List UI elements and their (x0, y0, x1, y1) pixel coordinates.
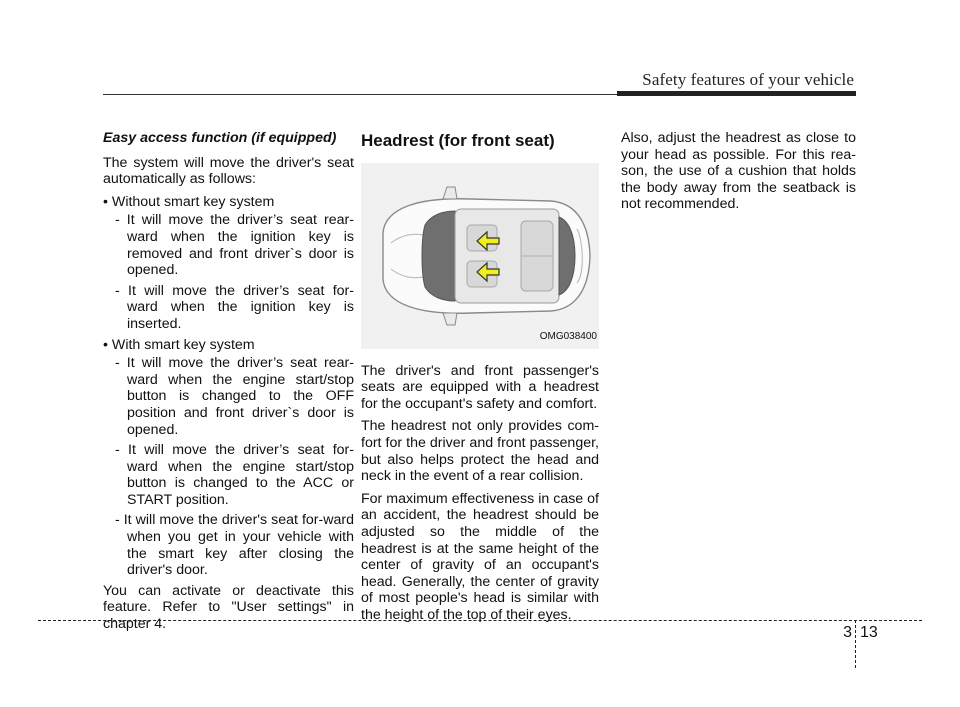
car-top-view-illustration (361, 163, 599, 349)
easy-access-subheading: Easy access function (if equipped) (103, 130, 337, 146)
page-header-title: Safety features of your vehicle (642, 70, 854, 89)
footer-rule (38, 620, 922, 621)
header-rule-accent (617, 91, 856, 96)
bullet-label: Without smart key system (111, 193, 275, 210)
bullet-with-smart-key: • With smart key system (103, 336, 255, 353)
car-top-view-figure (361, 163, 599, 349)
bullet-without-smart-key: • Without smart key system (103, 193, 275, 210)
headrest-adjust-paragraph: Also, adjust the headrest as close to your head as possible. For this rea-son, the use of a cushion that holds the body away from the seatback is not recommended. (621, 130, 856, 213)
column-easy-access (103, 130, 354, 639)
list-item: - It will move the driver's seat for-ward when you get in your vehicle with the smart key after closing the driver's door. (115, 512, 354, 579)
list-item: - It will move the driver’s seat for-ward when the engine start/stop button is changed to the ACC or START position. (115, 442, 354, 508)
list-item: - It will move the driver’s seat rear-ward when the engine start/stop button is changed to the OFF position and front driver`s door is opened. (115, 355, 354, 438)
bullet-label: With smart key system (111, 336, 255, 353)
headrest-paragraph: The driver's and front passenger's seats are equipped with a headrest for the occupant's safety and comfort. (361, 362, 599, 412)
column-headrest (361, 130, 599, 630)
list-item: - It will move the driver’s seat for-ward when the ignition key is inserted. (115, 282, 354, 332)
headrest-paragraph: For maximum effectiveness in case of an accident, the headrest should be adjusted so the middle of the headrest is at the same height of the center of gravity of an occupant's head. Generally, the center of gravity of most people's head is similar with the height of the top of their eyes. (361, 490, 599, 623)
list-item: - It will move the driver’s seat rear-ward when the ignition key is removed and front driver`s door is opened. (115, 212, 354, 279)
headrest-paragraph: The headrest not only provides com-fort for the driver and front passenger, but also helps protect the head and neck in the event of a rear collision. (361, 418, 599, 485)
page-number: 13 (860, 624, 878, 641)
easy-access-intro: The system will move the driver's seat automatically as follows: (103, 154, 354, 188)
column-headrest-continued (621, 130, 856, 219)
figure-code: OMG038400 (539, 331, 597, 342)
headrest-heading: Headrest (for front seat) (361, 131, 555, 150)
easy-access-outro: You can activate or deactivate this feature. Refer to "User settings" in chapter 4. (103, 582, 354, 633)
footer-divider (855, 620, 856, 668)
chapter-number: 3 (843, 624, 852, 641)
